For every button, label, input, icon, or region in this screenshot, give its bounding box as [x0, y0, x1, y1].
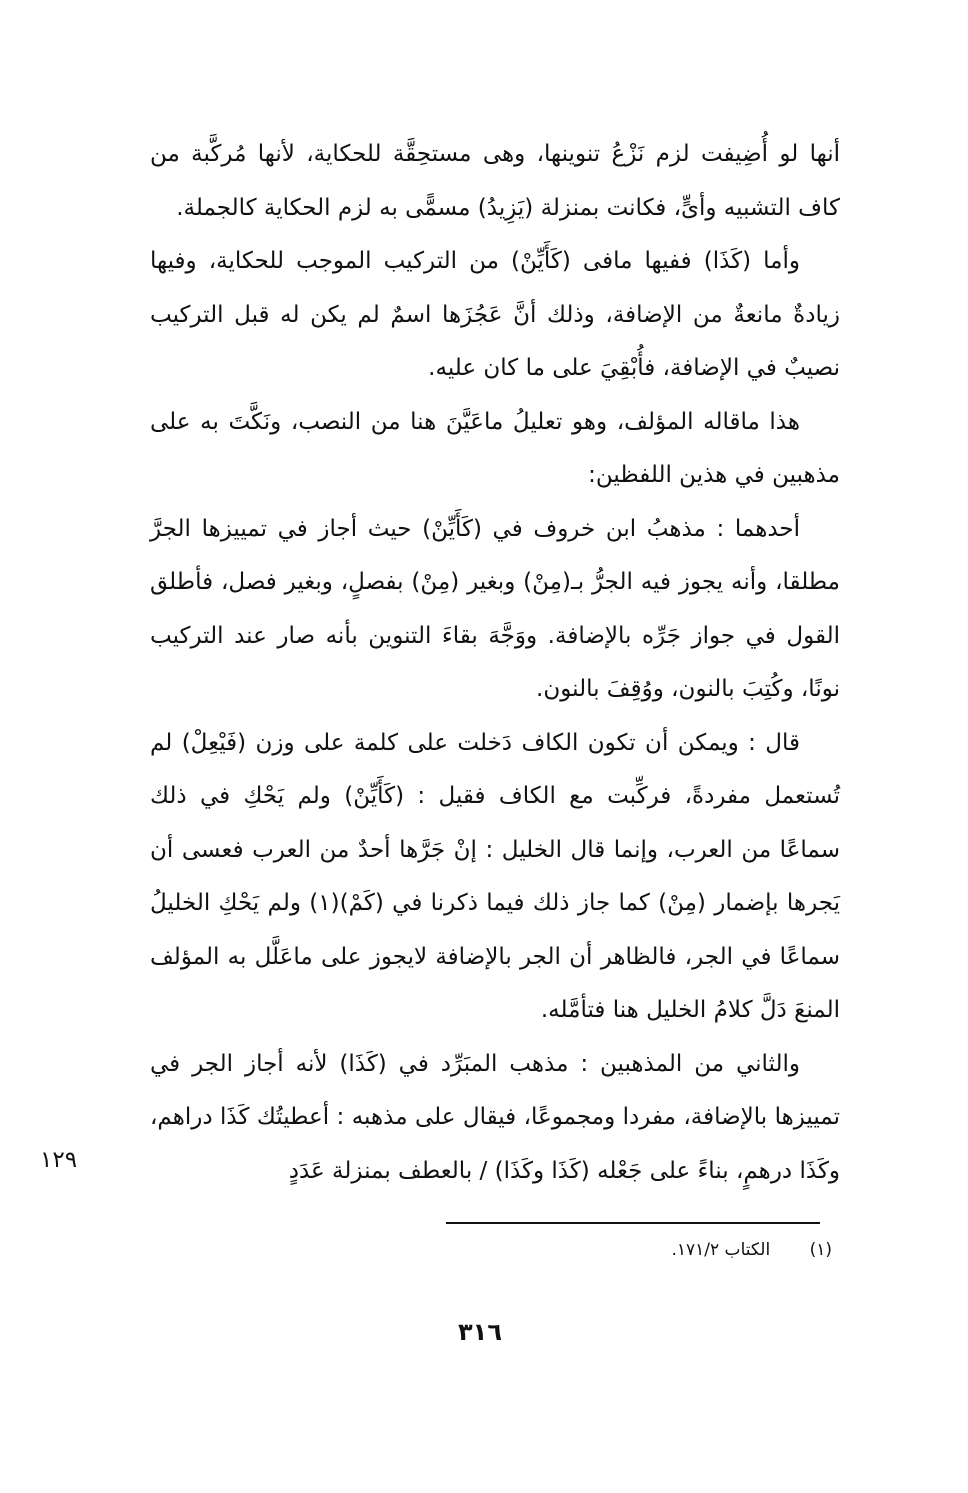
paragraph-1: أنها لو أُضِيفت لزم نَزْعُ تنوينها، وهى مستحِقَّة للحكاية، لأنها مُركَّبة من كاف التشبيه وأىٍّ، فكانت بمنزلة (يَزِيدُ) مسمًّى به لزم الحكاية كالجملة. — [150, 141, 840, 221]
paragraph-3: هذا ماقاله المؤلف، وهو تعليلُ ماعَيَّنَ هنا من النصب، ونَكَّتَ به على مذهبين في هذين اللفظين: — [150, 408, 840, 488]
main-text-block — [150, 128, 840, 1198]
paragraph-5: قال : ويمكن أن تكون الكاف دَخلت على كلمة على وزن (فَيْعِلْ) لم تُستعمل مفردةً، فركِّبت مع الكاف فقيل : (كَأَيِّنْ) ولم يَحْكِ في ذلك سماعًا من العرب، وإنما قال الخليل : إنْ جَرَّها أحدٌ من العرب فعسى أن يَجرها بإضمار (مِنْ) كما جاز ذلك فيما ذكرنا في (كَمْ)(١) ولم يَحْكِ الخليلُ سماعًا في الجر، فالظاهر أن الجر بالإضافة لايجوز على ماعَلَّل به المؤلف المنعَ دَلَّ كلامُ الخليل هنا فتأمَّله. — [150, 729, 841, 1023]
footnote — [520, 1240, 832, 1260]
paragraph-4: أحدهما : مذهبُ ابن خروف في (كَأَيِّنْ) حيث أجاز في تمييزها الجرَّ مطلقا، وأنه يجوز فيه الجرُّ بـ(مِنْ) وبغير (مِنْ) بفصلٍ، وبغير فصل، فأطلق القول في جواز جَرِّه بالإضافة. ووَجَّهَ بقاءَ التنوين بأنه صار عند التركيب نونًا، وكُتِبَ بالنون، ووُقِفَ بالنون. — [150, 515, 840, 702]
page-number: ٣١٦ — [458, 1318, 502, 1346]
footnote-text: الكتاب ١٧١/٢. — [671, 1240, 771, 1260]
margin-page-reference: ١٢٩ — [40, 1147, 78, 1173]
paragraph-6: والثاني من المذهبين : مذهب المبَرِّد في (كَذَا) لأنه أجاز الجر في تمييزها بالإضافة، مفردا ومجموعًا، فيقال على مذهبه : أعطيتُك كَذَا دراهم، وكَذَا درهمٍ، بناءً على جَعْله (كَذَا وكَذَا) / بالعطف بمنزلة عَدَدٍ — [150, 1050, 840, 1184]
footnote-divider — [446, 1222, 820, 1224]
paragraph-2: وأما (كَذَا) ففيها مافى (كَأَيِّنْ) من التركيب الموجب للحكاية، وفيها زيادةٌ مانعةٌ من الإضافة، وذلك أنَّ عَجُزَها اسمٌ لم يكن له قبل التركيب نصيبٌ في الإضافة، فأُبْقِيَ على ما كان عليه. — [150, 248, 840, 381]
footnote-mark: (١) — [809, 1240, 832, 1260]
